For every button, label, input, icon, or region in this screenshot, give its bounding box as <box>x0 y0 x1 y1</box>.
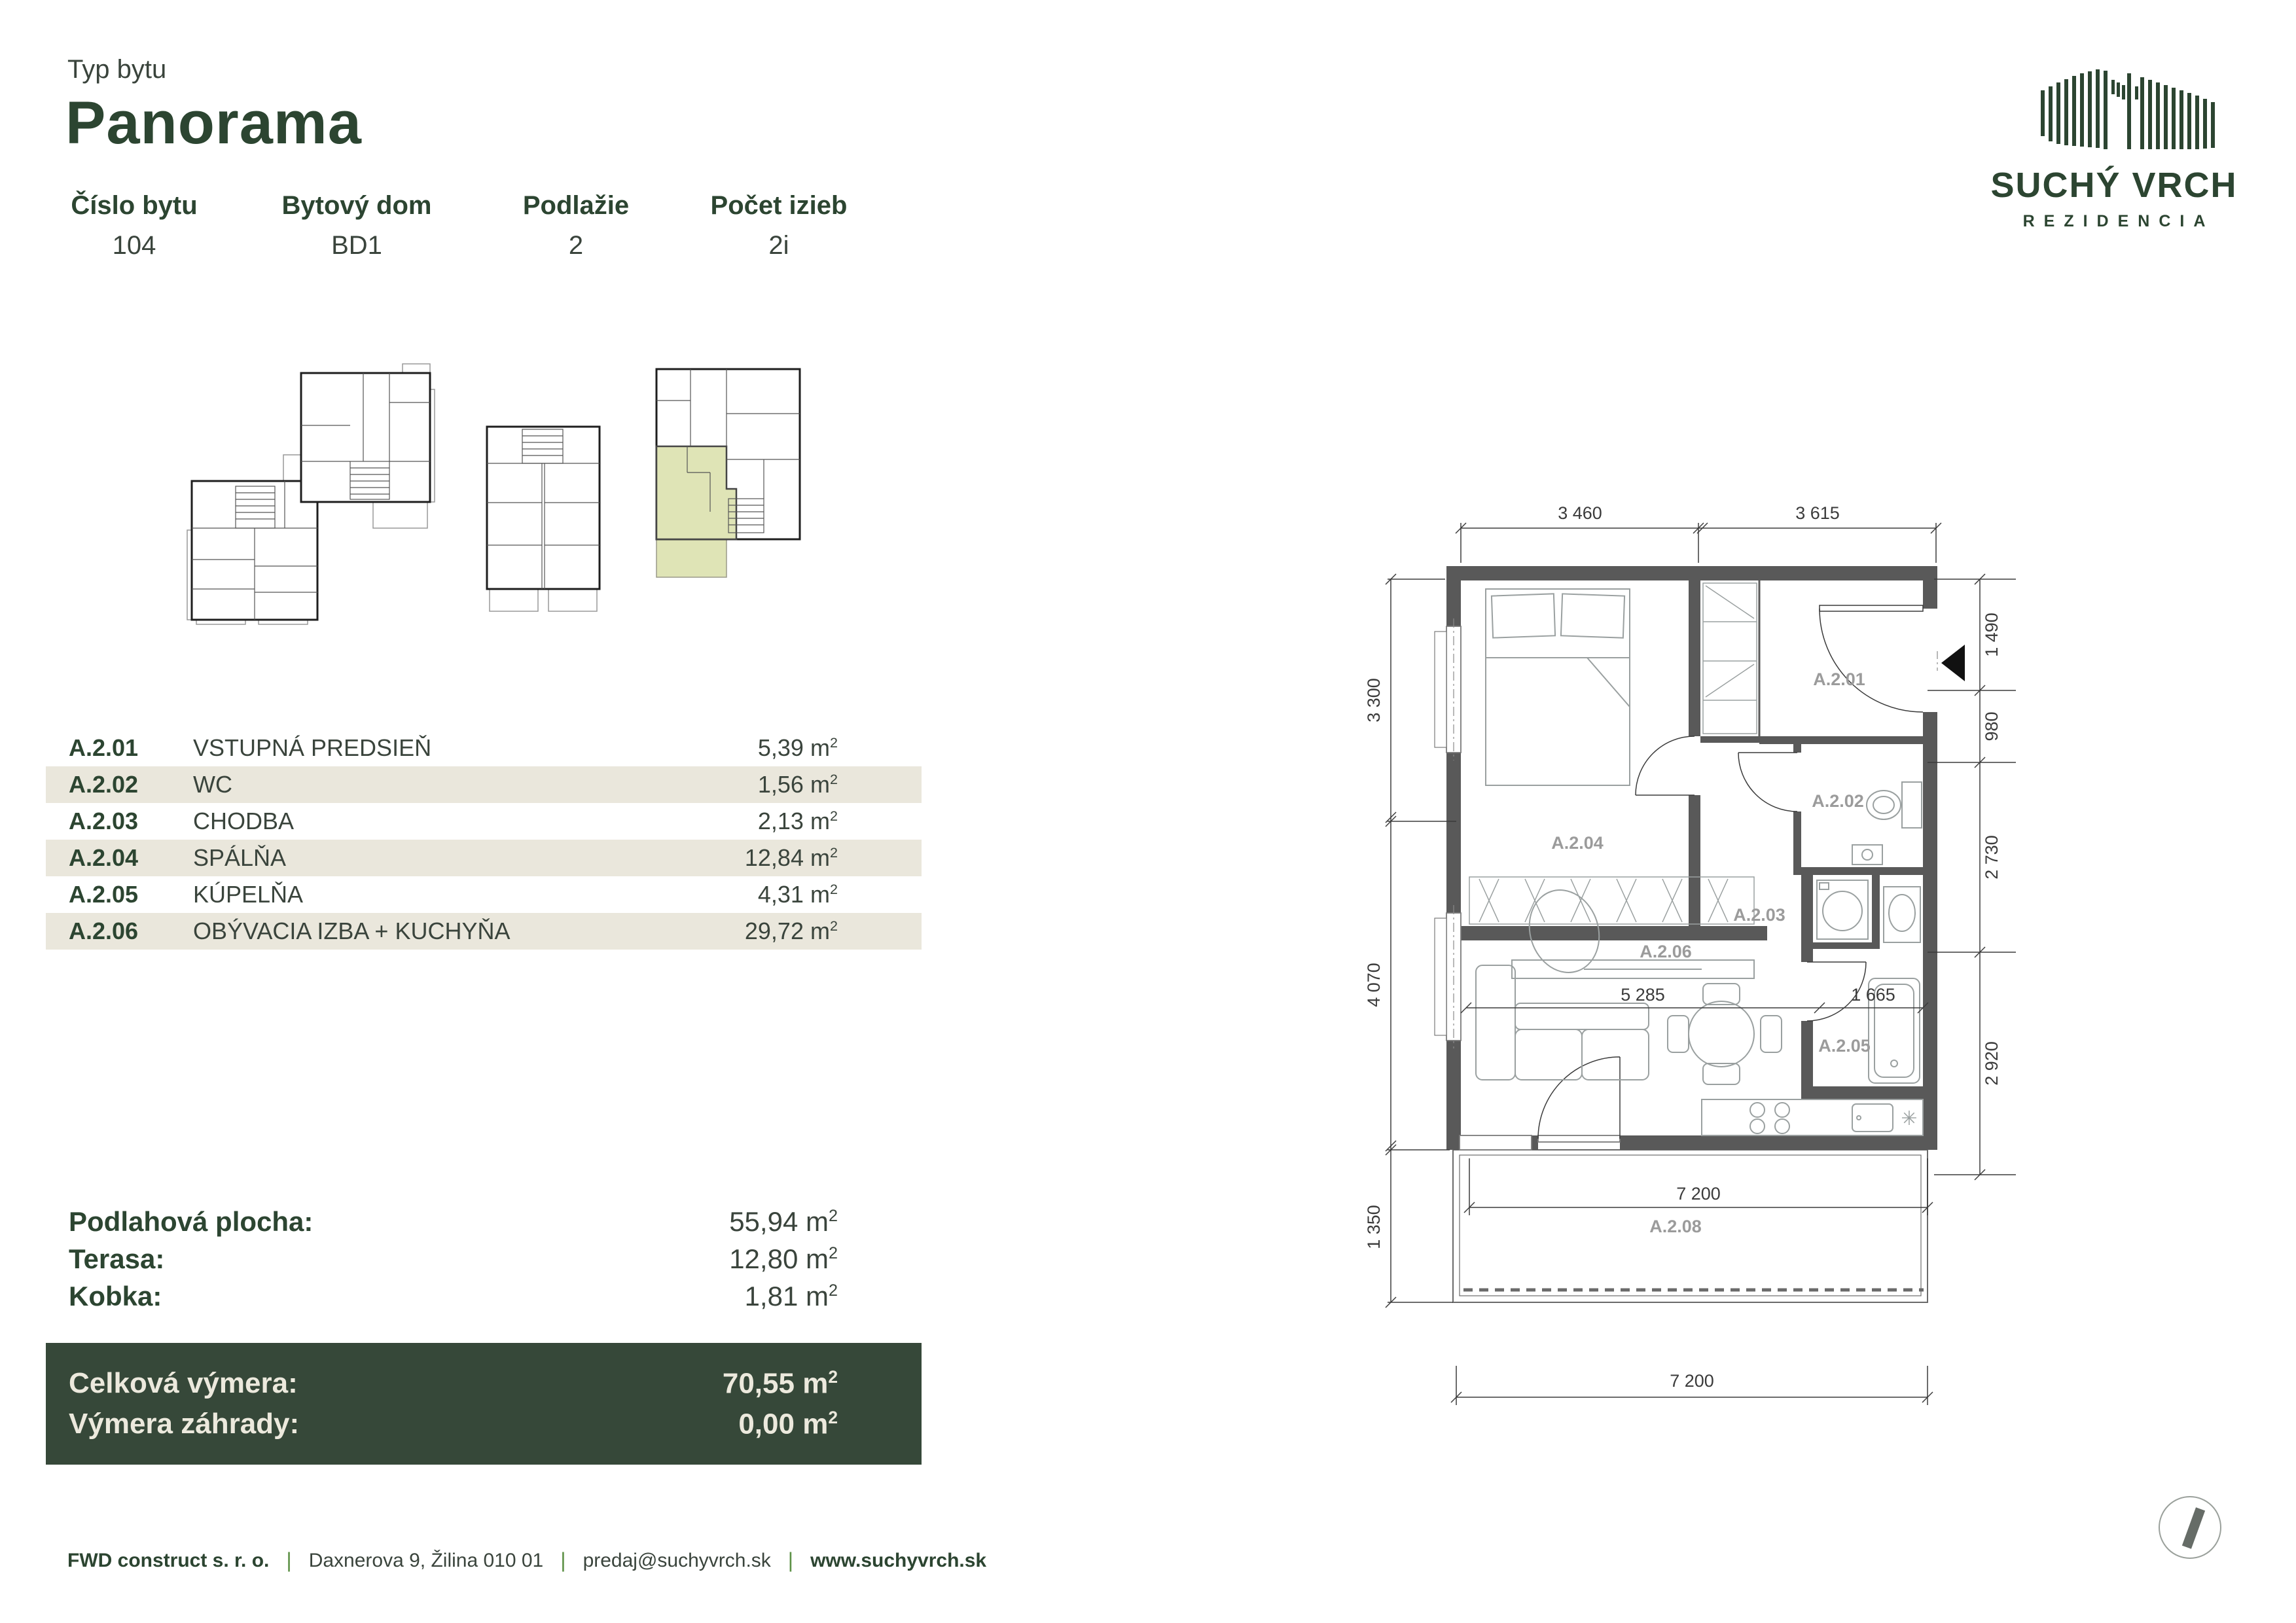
info-label: Počet izieb <box>710 191 848 220</box>
totals-row <box>46 1363 922 1404</box>
washing-machine <box>1817 880 1868 939</box>
summary-value: 55,94 $m^2$ <box>729 1205 838 1237</box>
window <box>1435 626 1620 1150</box>
dim-right-1: 1 490 <box>1982 613 2001 657</box>
bathroom-sink <box>1884 887 1920 942</box>
logo-subtitle: REZIDENCIA <box>2022 212 2215 230</box>
locator-plan-building-middle <box>484 424 602 614</box>
room-label-a208: A.2.08 <box>1649 1217 1702 1236</box>
footer-separator: | <box>560 1548 566 1572</box>
footer-email-link[interactable]: predaj@suchyvrch.sk <box>583 1549 771 1571</box>
info-label: Číslo bytu <box>71 191 198 220</box>
footer-separator: | <box>787 1548 794 1572</box>
dim-top-left: 3 460 <box>1558 503 1602 523</box>
dining-table <box>1668 984 1782 1084</box>
dim-inner-right: 1 665 <box>1851 985 1895 1005</box>
totals-label: Celková výmera: <box>69 1367 298 1399</box>
room-area: 5,39 $m^2$ <box>757 734 838 761</box>
dim-terrace: 7 200 <box>1676 1184 1721 1204</box>
footer-website-link[interactable]: www.suchyvrch.sk <box>810 1549 987 1571</box>
main-floor-plan <box>1335 455 2029 1466</box>
room-area: 29,72 $m^2$ <box>744 918 838 944</box>
info-col-bytovy-dom <box>262 191 452 260</box>
totals-label: Výmera záhrady: <box>69 1408 300 1440</box>
dim-left-1: 3 300 <box>1364 678 1384 722</box>
area-summary <box>46 1203 922 1315</box>
closet <box>1703 583 1757 734</box>
room-area: 4,31 $m^2$ <box>757 881 838 908</box>
dim-right-3: 2 730 <box>1982 835 2001 880</box>
room-code: A.2.05 <box>69 881 139 908</box>
room-label-a206: A.2.06 <box>1640 942 1692 961</box>
table-row <box>46 766 922 803</box>
room-area: 2,13 $m^2$ <box>757 808 838 834</box>
room-area: 12,84 $m^2$ <box>744 844 838 871</box>
dim-left-3: 1 350 <box>1364 1205 1384 1249</box>
kitchen-counter <box>1702 1099 1923 1135</box>
footer-company: FWD construct s. r. o. <box>67 1549 270 1571</box>
table-row <box>46 840 922 876</box>
apartment-type-label: Typ bytu <box>67 55 167 84</box>
room-area: 1,56 $m^2$ <box>757 771 838 798</box>
summary-value: 1,81 $m^2$ <box>744 1280 838 1311</box>
info-value: 2 <box>568 231 584 260</box>
fridge-icon: ✳ <box>1901 1108 1918 1130</box>
dim-top-right: 3 615 <box>1795 503 1840 523</box>
summary-label: Kobka: <box>69 1280 162 1311</box>
summary-label: Terasa: <box>69 1243 165 1274</box>
suchy-vrch-logo-icon <box>2041 69 2224 158</box>
room-name: VSTUPNÁ PREDSIEŇ <box>193 734 432 761</box>
room-label-a204: A.2.04 <box>1551 833 1604 853</box>
totals-row <box>46 1404 922 1444</box>
table-row <box>46 876 922 913</box>
room-code: A.2.02 <box>69 771 139 798</box>
sofa <box>1476 965 1649 1080</box>
info-value: 2i <box>768 231 789 260</box>
info-value: 104 <box>112 231 156 260</box>
room-code: A.2.01 <box>69 734 139 761</box>
dim-inner-left: 5 285 <box>1621 985 1665 1005</box>
entrance-door <box>1820 605 1937 712</box>
room-label-a203: A.2.03 <box>1733 905 1785 925</box>
wardrobe <box>1469 877 1754 924</box>
bed <box>1486 589 1630 785</box>
room-name: WC <box>193 771 232 798</box>
entrance-arrow-icon <box>1941 645 1965 681</box>
table-row <box>46 913 922 950</box>
room-name: SPÁLŇA <box>193 844 287 871</box>
summary-row <box>46 1277 922 1315</box>
room-label-a205: A.2.05 <box>1818 1036 1871 1056</box>
info-label: Podlažie <box>522 191 630 220</box>
room-code: A.2.04 <box>69 844 139 871</box>
highlighted-terrace <box>656 539 726 577</box>
summary-value: 12,80 $m^2$ <box>729 1243 838 1274</box>
footer-address: Daxnerova 9, Žilina 010 01 <box>308 1549 544 1571</box>
info-col-pocet-izieb <box>694 191 864 260</box>
info-value: BD1 <box>331 231 382 260</box>
dim-right-4: 2 920 <box>1982 1041 2001 1086</box>
locator-plan-building-right-highlighted <box>651 361 805 594</box>
page-title: Panorama <box>65 90 362 156</box>
highlighted-apartment <box>656 446 736 539</box>
room-name: OBÝVACIA IZBA + KUCHYŇA <box>193 918 511 944</box>
room-label-a202: A.2.02 <box>1812 791 1864 811</box>
sideboard <box>1512 960 1754 978</box>
dim-left-2: 4 070 <box>1364 963 1384 1007</box>
locator-plan-building-left <box>187 363 435 625</box>
room-label-a201: A.2.01 <box>1813 669 1865 689</box>
footer-separator: | <box>286 1548 292 1572</box>
footer <box>67 1548 986 1573</box>
room-name: CHODBA <box>193 808 295 834</box>
info-col-podlazie <box>497 191 655 260</box>
room-code: A.2.06 <box>69 918 139 944</box>
dim-right-2: 980 <box>1982 711 2001 741</box>
corner-brand-mark-icon <box>2159 1496 2221 1559</box>
room-code: A.2.03 <box>69 808 139 834</box>
info-label: Bytový dom <box>281 191 432 220</box>
table-row <box>46 730 922 766</box>
totals-box <box>46 1343 922 1465</box>
logo-wordmark: SUCHÝ VRCH <box>1990 166 2238 205</box>
room-table <box>46 730 922 950</box>
dim-bottom: 7 200 <box>1670 1371 1714 1391</box>
table-row <box>46 803 922 840</box>
summary-row <box>46 1240 922 1277</box>
summary-label: Podlahová plocha: <box>69 1205 314 1237</box>
room-name: KÚPELŇA <box>193 881 304 908</box>
totals-value: 70,55 $m^2$ <box>722 1366 838 1400</box>
summary-row <box>46 1203 922 1240</box>
info-col-cislo-bytu <box>52 191 216 260</box>
totals-value: 0,00 $m^2$ <box>738 1407 838 1440</box>
